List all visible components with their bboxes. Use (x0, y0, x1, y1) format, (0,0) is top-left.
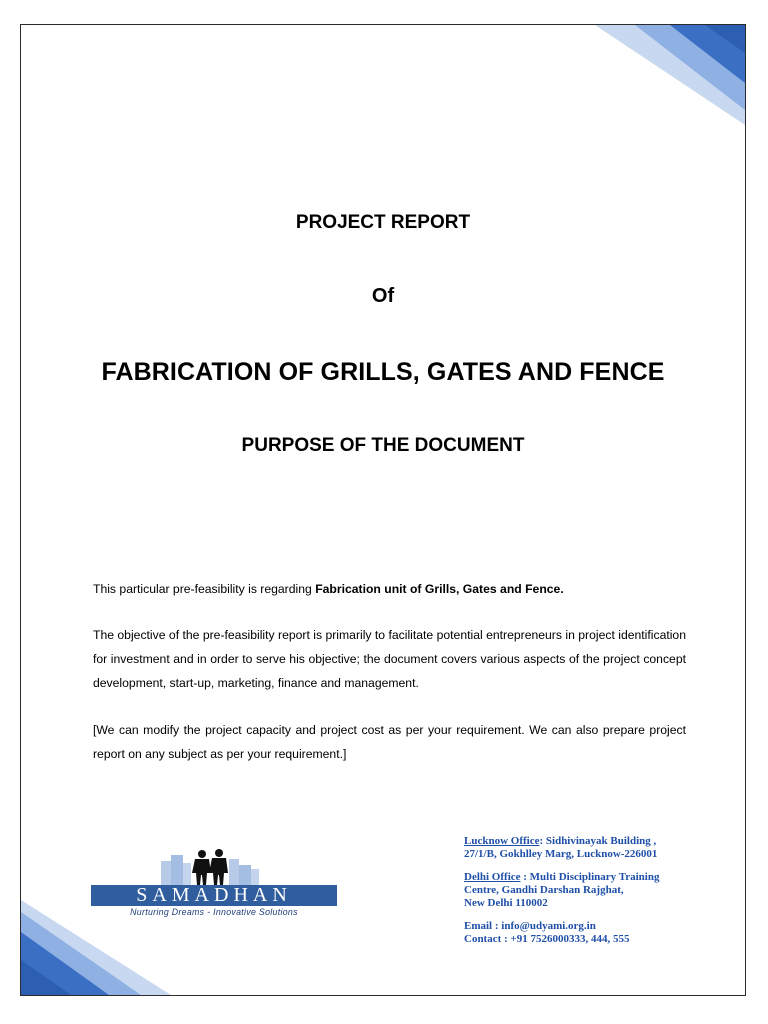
of-label: Of (371, 285, 395, 307)
delhi-office-label: Delhi Office (464, 871, 521, 883)
logo-wordmark: SAMADHAN (91, 885, 337, 906)
delhi-line-2: Centre, Gandhi Darshan Rajghat, (464, 884, 624, 896)
delhi-office (464, 871, 704, 910)
intro-paragraph (93, 577, 686, 601)
intro-text: This particular pre-feasibility is regarding (93, 582, 316, 596)
report-title: PROJECT REPORT (295, 212, 471, 233)
section-heading: PURPOSE OF THE DOCUMENT (241, 435, 525, 456)
document-page (20, 24, 746, 996)
contact-phone: Contact : +91 7526000333, 444, 555 (464, 933, 630, 945)
note-paragraph: [We can modify the project capacity and project cost as per your requirement. We can also prepare project report on any subject as per your requirement.] (93, 723, 686, 761)
lucknow-office (464, 835, 704, 861)
corner-decoration-top-right (595, 25, 745, 125)
lucknow-line-2: 27/1/B, Gokhlley Marg, Lucknow-226001 (464, 848, 658, 860)
buildings-people-icon (157, 849, 267, 885)
contact-block (464, 835, 704, 946)
contact-email: Email : info@udyami.org.in (464, 920, 596, 932)
samadhan-logo (91, 849, 341, 919)
report-subject: FABRICATION OF GRILLS, GATES AND FENCE (101, 358, 665, 386)
lucknow-line-1: : Sidhivinayak Building , (539, 835, 657, 847)
objective-paragraph: The objective of the pre-feasibility report is primarily to facilitate potential entrepreneurs in project identification for investment and in order to serve his objective; the document covers various aspects of the project concept development, start-up, marketing, finance and management. (93, 628, 686, 690)
delhi-line-1: : Multi Disciplinary Training (520, 871, 660, 883)
delhi-line-3: New Delhi 110002 (464, 897, 548, 909)
intro-bold-text: Fabrication unit of Grills, Gates and Fence. (315, 582, 564, 596)
logo-tagline: Nurturing Dreams - Innovative Solutions (130, 907, 298, 917)
lucknow-office-label: Lucknow Office (464, 835, 540, 847)
